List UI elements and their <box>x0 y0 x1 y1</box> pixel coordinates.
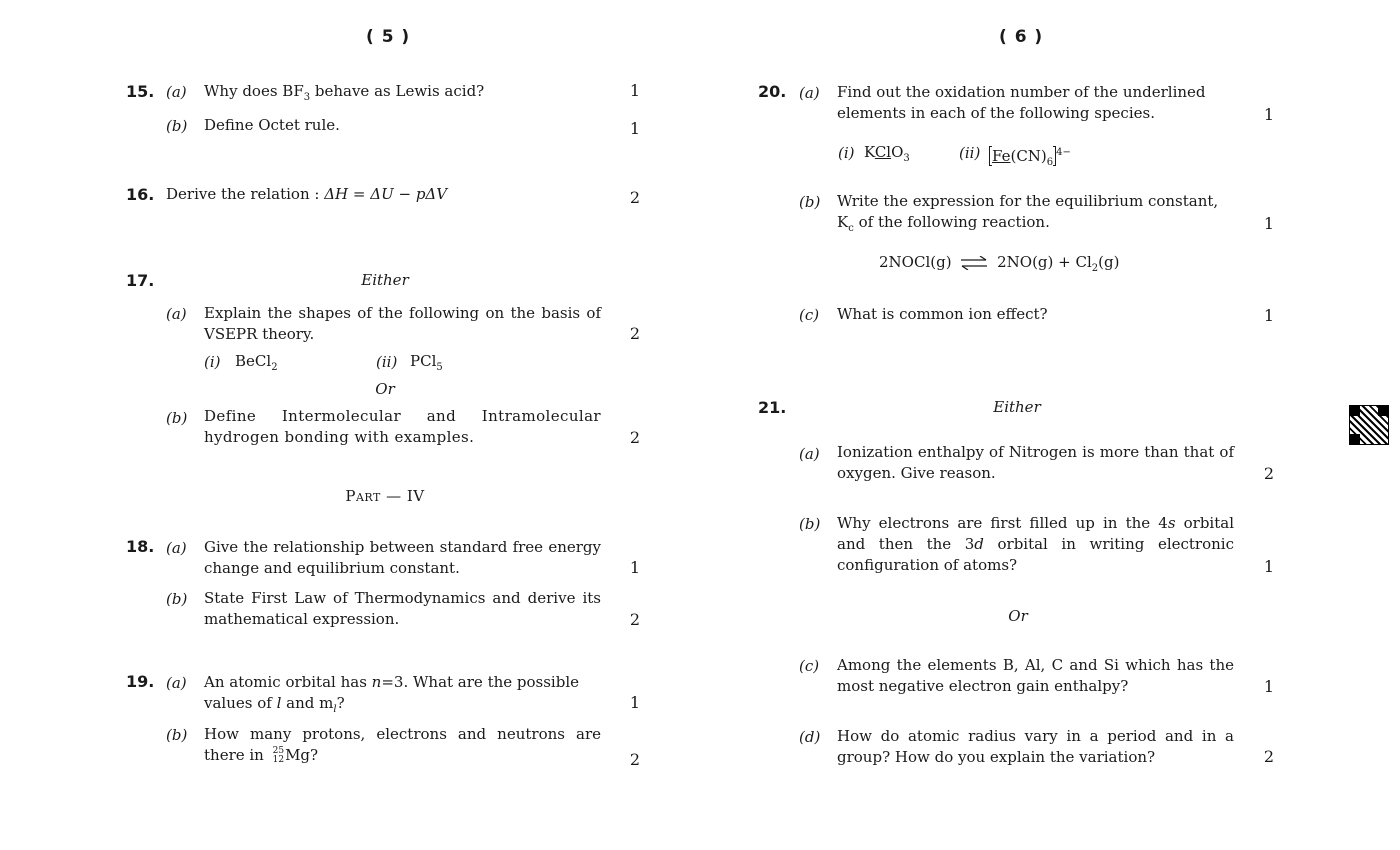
either-label: Either <box>993 398 1041 416</box>
marks: 1 <box>629 693 640 712</box>
question-text: Define Octet rule. <box>204 116 340 134</box>
question-text: How do atomic radius vary in a period and in a group? How do you explain the variation? <box>837 727 1234 766</box>
marks: 2 <box>629 610 640 629</box>
question-text: How many protons, electrons and neutrons are there in 25 12Mg? <box>204 725 601 765</box>
subpart-label: (i) <box>204 353 221 371</box>
question-text: Explain the shapes of the following on the basis of VSEPR theory. <box>204 304 601 343</box>
part-label: (b) <box>799 515 821 533</box>
part-label: (b) <box>799 193 821 211</box>
part-label: (b) <box>166 726 188 744</box>
subpart-label: (i) <box>838 144 855 162</box>
marks: 2 <box>629 324 640 343</box>
marks: 1 <box>1263 306 1274 325</box>
marks: 2 <box>629 750 640 769</box>
question-text: Find out the oxidation number of the underlined elements in each of the following species. <box>837 83 1206 122</box>
question-text: Ionization enthalpy of Nitrogen is more than that of oxygen. Give reason. <box>837 443 1234 482</box>
marks: 2 <box>1263 747 1274 766</box>
formula: PCl$_5$ <box>410 352 443 373</box>
question-number: 17. <box>126 271 155 290</box>
subpart-label: (ii) <box>959 144 981 162</box>
marks: 1 <box>629 81 640 100</box>
part-label: (a) <box>166 539 187 557</box>
question-number: 15. <box>126 82 155 101</box>
part-label: (a) <box>166 674 187 692</box>
question-text: What is common ion effect? <box>837 305 1048 323</box>
subpart-label: (ii) <box>376 353 398 371</box>
qr-code-icon <box>1349 405 1389 445</box>
question-text: Define Intermolecular and Intramolecular hydrogen bonding with examples. <box>204 407 601 446</box>
question-text: Derive the relation : ΔH = ΔU − pΔV <box>166 185 448 203</box>
part-label: (b) <box>166 117 188 135</box>
marks: 2 <box>1263 464 1274 483</box>
question-text: Why does $BF_3$ behave as Lewis acid? <box>204 82 485 103</box>
question-text: State First Law of Thermodynamics and derive its mathematical expression. <box>204 589 601 628</box>
part-label: (c) <box>799 306 820 324</box>
page-number-left: ( 5 ) <box>366 27 411 47</box>
section-heading: Part — IV <box>345 487 425 505</box>
part-label: (b) <box>166 409 188 427</box>
either-label: Either <box>361 271 409 289</box>
marks: 1 <box>1263 557 1274 576</box>
or-label: Or <box>1008 607 1028 625</box>
formula: BeCl$_2$ <box>235 352 278 373</box>
marks: 1 <box>1263 214 1274 233</box>
page-number-right: ( 6 ) <box>999 27 1044 47</box>
question-number: 20. <box>758 82 787 101</box>
or-label: Or <box>375 380 395 398</box>
question-number: 21. <box>758 398 787 417</box>
formula: ΔH = ΔU − pΔV <box>324 185 448 203</box>
part-label: (a) <box>799 445 820 463</box>
marks: 2 <box>629 188 640 207</box>
question-text: Write the expression for the equilibrium constant, $K_c$ of the following reaction. <box>837 192 1219 234</box>
question-number: 18. <box>126 537 155 556</box>
marks: 1 <box>1263 105 1274 124</box>
equilibrium-arrow-icon <box>960 256 988 270</box>
part-label: (a) <box>166 83 187 101</box>
part-label: (a) <box>166 305 187 323</box>
formula: KClO$_3$ <box>864 143 910 164</box>
marks: 1 <box>629 119 640 138</box>
question-text: Give the relationship between standard free energy change and equilibrium constant. <box>204 538 601 577</box>
part-label: (b) <box>166 590 188 608</box>
part-label: (a) <box>799 84 820 102</box>
marks: 2 <box>629 428 640 447</box>
question-number: 19. <box>126 672 155 691</box>
marks: 1 <box>1263 677 1274 696</box>
question-text: An atomic orbital has n=3. What are the possible values of l and $m_l$? <box>204 673 580 715</box>
question-text: Among the elements B, Al, C and Si which has the most negative electron gain enthalpy? <box>837 656 1234 695</box>
part-label: (c) <box>799 657 820 675</box>
part-label: (d) <box>799 728 821 746</box>
question-number: 16. <box>126 185 155 204</box>
formula: $Fe(CN)_6^{4-}$ <box>989 142 1071 173</box>
marks: 1 <box>629 558 640 577</box>
question-text: Why electrons are first filled up in the 4s orbital and then the 3d orbital in writing electronic configuration of atoms? <box>837 514 1234 574</box>
reaction-equation: 2NOCl(g) $2NO(g) + Cl_2(g)$ <box>879 253 1120 274</box>
